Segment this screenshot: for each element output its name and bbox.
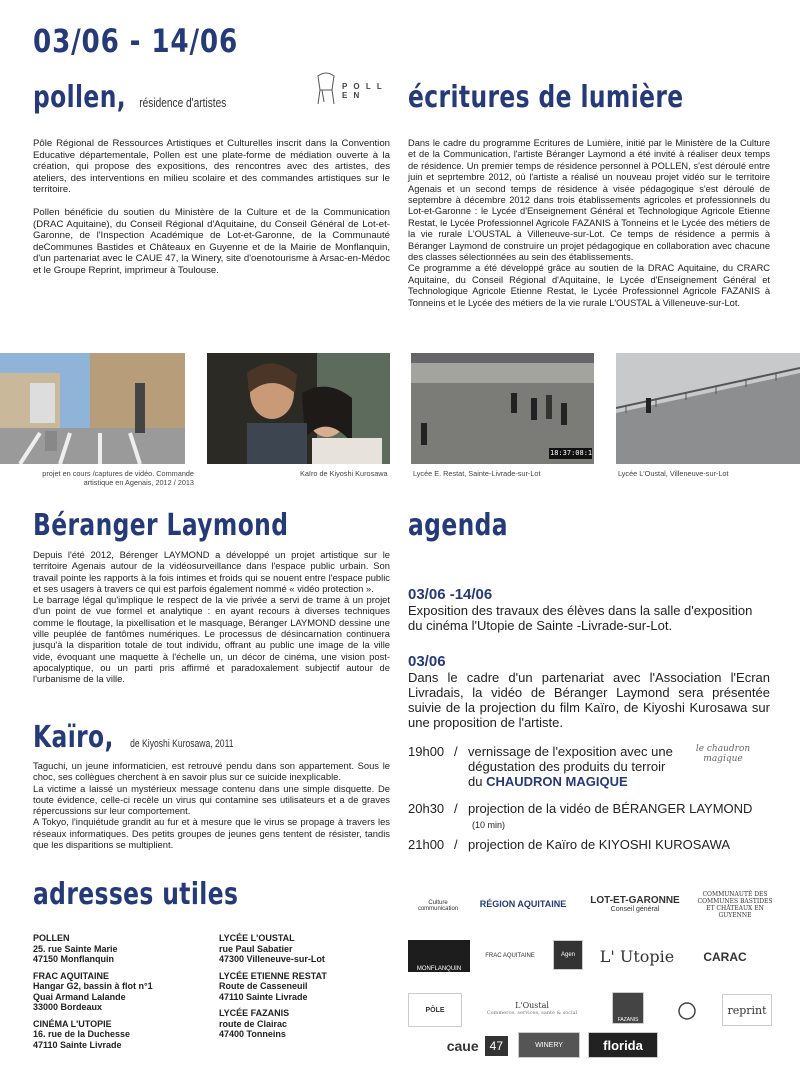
beranger-text <box>33 549 390 685</box>
beranger-para-1: Depuis l'été 2012, Bérenger LAYMOND a développé un projet artistique sur le territoire Agenais autour de la vidéosurveillance dans l'espace public urbain. Son travail pointe les rapports à la fois intimes et froids qui se nouent entre l'espace public et ses usagers à travers ce qui est parfois également nommé « vidéo protection ». <box>33 549 390 594</box>
logo-communaute: COMMUNAUTÉ DES COMMUNES BASTIDES ET CHÂTEAUX EN GUYENNE <box>695 886 775 924</box>
kairo-para-3: A Tokyo, l'inquiétude grandit au fur et à mesure que le virus se propage à travers les réseaux informatiques. Des petits groupes de jeunes gens tentent de résister, tandis que les disparitions se multiplient. <box>33 816 390 851</box>
pollen-para-1: Pôle Régional de Ressources Artistiques et Culturelles inscrit dans la Convention Educative départementale, Pollen est une plate-forme de médiation ouverte à la création, qui propose des expositions, des rencontres avec des artistes, des ateliers, des interventions en milieu scolaire et des commandes artistiques sur le territoire. <box>33 138 390 196</box>
photo-street <box>0 353 185 464</box>
address-pollen: POLLEN 25. rue Sainte Marie 47150 Monflanquin <box>33 933 118 964</box>
address-restat: LYCÉE ETIENNE RESTAT Route de Casseneuil 47110 Sainte Livrade <box>219 970 327 1002</box>
pollen-text <box>33 138 390 277</box>
logo-pole: PÔLE <box>408 993 462 1027</box>
logo-fazanis: FAZANIS <box>612 992 644 1024</box>
caption-street: projet en cours /captures de vidéo. Commande artistique en Agenais, 2012 / 2013 <box>42 469 194 487</box>
ministere-emblem-icon <box>677 1001 697 1021</box>
logo-reprint: reprint <box>722 994 772 1026</box>
schedule-slash: / <box>454 801 458 816</box>
schedule-text: projection de la vidéo de BÉRANGER LAYMOND (10 min) <box>468 801 753 830</box>
agenda-heading: agenda <box>408 508 508 543</box>
ecritures-para-1: Dans le cadre du programme Ecritures de Lumière, initié par le Ministère de la Culture et de la Communication, l'artiste Béranger Laymond a été invité à réaliser deux temps de résidence. Un premier temps de résidence personnel à POLLEN, s'est déroulé entre juin et seprtembre 2012, où l'artiste a réalisé un nouveau projet vidéo sur le territoire Agenais et un second temps de résidence à visée pédagogique s'est déroulé de septembre à décembre 2012 dans trois établissements agricoles et professionnels du Lot-et-Garonne : le Lycée d'Enseignement Général et Technologique Agricole Etienne Restat, le Lycée Professionnel Agricole FAZANIS à Tonneins et le Lycée des métiers de la vie rurale L'OUSTAL à Villeneuve-sur-Lot. Ce temps de résidence a permis à Béranger Laymond de construire un projet pédagogique en collaboration avec chacune des classes sélectionnées au sein des établissements. <box>408 138 770 263</box>
pollen-para-2: Pollen bénéficie du soutien du Ministère de la Culture et de la Communication (DRAC Aquitaine), du Conseil Régional d'Aquitaine, du Conseil Général de Lot-et-Garonne, de l'Inspection Académique de Lot-et-Garonne, de la Communauté deCommunes Bastides et Châteaux en Guyenne et de la Mairie de Monflanquin, d'un partenariat avec le CAUE 47, la Winery, site d'oenotourisme à Arsac-en-Médoc et le Groupe Reprint, imprimeur à Toulouse. <box>33 206 390 276</box>
restat-photo-image <box>411 353 594 464</box>
schedule-note: (10 min) <box>472 820 506 830</box>
agenda-event-1-text: Exposition des travaux des élèves dans la salle d'exposition du cinéma l'Utopie de Sainte -Livrade-sur-Lot. <box>408 603 753 633</box>
pollen-title: pollen, <box>33 80 127 115</box>
address-oustal: LYCÉE L'OUSTAL rue Paul Sabatier 47300 Villeneuve-sur-Lot <box>219 933 325 964</box>
caption-kairo: Kaïro de Kiyoshi Kurosawa <box>300 469 388 478</box>
schedule-slash: / <box>454 837 458 852</box>
schedule-text: vernissage de l'exposition avec une dégustation des produits du terroir du CHAUDRON MAGIQUE <box>468 744 673 789</box>
kairo-subtitle: de Kiyoshi Kurosawa, 2011 <box>130 738 234 750</box>
address-frac: FRAC AQUITAINE Hangar G2, bassin à flot n°1 Quai Armand Lalande 33000 Bordeaux <box>33 970 153 1012</box>
kairo-title: Kaïro, <box>33 720 114 755</box>
agenda-event-2 <box>408 653 770 730</box>
logo-culture: Culture communication <box>408 882 468 930</box>
photo-kairo <box>207 353 390 464</box>
schedule-time: 19h00 <box>408 744 445 759</box>
street-photo-image <box>0 353 185 464</box>
pollen-logo-text: P O L L E N <box>342 82 384 100</box>
schedule-time: 21h00 <box>408 837 445 852</box>
pollen-heading <box>33 80 226 115</box>
logo-utopie: L' Utopie <box>598 938 676 974</box>
address-utopie: CINÉMA L'UTOPIE 16. rue de la Duchesse 47110 Sainte Livrade <box>33 1018 131 1050</box>
chaudron-magique-name: CHAUDRON MAGIQUE <box>486 774 628 789</box>
address-column-2 <box>219 933 399 1040</box>
beranger-para-2: Le barrage légal qu'implique le respect de la vie privée a servi de trame à un projet d'un point de vue formel et analytique : en ayant recours à diverses techniques comme le floutage, la pixellisation et le masquage, Béranger LAYMOND dessine une ville peuplée de fantômes numériques. Le processus de désincarnation continuera jusqu'à la disparition totale de tout individu, offrant au public une image de la ville vide, évoquant une maquette à l'échelle un, un décor de cinéma, une vision post-apocalyptique, ou un parti pris affirmé et paradoxalement subjectif autour de l'urbanisme de la ville. <box>33 594 390 685</box>
logo-frac: FRAC AQUITAINE <box>484 944 536 968</box>
photo-oustal <box>616 353 800 464</box>
kairo-photo-image <box>207 353 390 464</box>
agenda-event-2-date: 03/06 <box>408 653 446 670</box>
schedule-slash: / <box>454 744 458 759</box>
kairo-text <box>33 760 390 850</box>
video-timestamp: 18:37:08:1 <box>550 449 593 457</box>
logo-region: RÉGION AQUITAINE <box>478 888 568 920</box>
oustal-photo-image <box>616 353 800 464</box>
adresses-heading: adresses utiles <box>33 877 239 912</box>
logo-winery: WINERY <box>518 1032 580 1058</box>
schedule-item-1900 <box>408 744 688 789</box>
agenda-event-1-date: 03/06 -14/06 <box>408 586 493 603</box>
logo-florida: florida <box>588 1032 658 1058</box>
logo-oustal: L'Oustal Commerce, services, santé & social <box>478 995 586 1021</box>
schedule-item-2100 <box>408 837 730 852</box>
logo-ministere <box>668 996 706 1026</box>
agenda-event-1 <box>408 586 770 633</box>
ecritures-heading: écritures de lumière <box>408 80 684 115</box>
address-column-1 <box>33 933 213 1050</box>
kairo-para-1: Taguchi, un jeune informaticien, est retrouvé pendu dans son appartement. Sous le choc, ses collègues cherchent à en savoir plus sur ce suicide inexplicable. <box>33 760 390 783</box>
logo-carac: CARAC <box>685 940 765 974</box>
kairo-para-2: La victime a laissé un mystérieux message contenu dans une simple disquette. De toute évidence, celle-ci recèle un virus qui contamine ses utilisateurs et a de graves répercussions sur leur comportement. <box>33 782 390 817</box>
chaudron-logo: le chaudron magique <box>695 744 751 764</box>
beranger-heading: Béranger Laymond <box>33 508 289 543</box>
logo-agen: Agen <box>553 940 583 970</box>
logo-caue: caue 47 <box>408 1035 508 1057</box>
photo-restat <box>411 353 594 464</box>
logo-monflanquin: MONFLANQUIN <box>408 940 470 972</box>
caption-restat: Lycée E. Restat, Sainte-Livrade-sur-Lot <box>413 469 541 478</box>
schedule-time: 20h30 <box>408 801 445 816</box>
schedule-item-2030 <box>408 801 752 833</box>
schedule-text: projection de Kaïro de KIYOSHI KUROSAWA <box>468 837 731 852</box>
pollen-logo <box>312 68 392 108</box>
pollen-subtitle: résidence d'artistes <box>139 95 227 110</box>
ecritures-para-2: Ce programme a été développé grâce au soutien de la DRAC Aquitaine, du CRARC Aquitaine, du Conseil Régional d'Aquitaine, le Lycée d'Enseignement Général et Technologique Agricole Etienne Restat, le Lycée Professionnel Agricole FAZANIS à Tonneins et le Lycée des métiers de la vie rurale L'OUSTAL à Villeneuve-sur-Lot. <box>408 263 770 308</box>
kairo-heading <box>33 720 233 755</box>
logo-lot-et-garonne: LOT-ET-GARONNE Conseil général <box>585 888 685 920</box>
page-title-dates: 03/06 - 14/06 <box>33 22 239 60</box>
agenda-event-2-text: Dans le cadre d'un partenariat avec l'Association l'Ecran Livradais, la vidéo de Béranger Laymond sera présentée suivie de la projection du film Kaïro, de Kiyoshi Kurosawa sur une proposition de l'artiste. <box>408 670 770 730</box>
ecritures-text <box>408 138 770 309</box>
address-fazanis: LYCÉE FAZANIS route de Clairac 47400 Tonneins <box>219 1008 290 1039</box>
caption-oustal: Lycée L'Oustal, Villeneuve-sur-Lot <box>618 469 729 478</box>
